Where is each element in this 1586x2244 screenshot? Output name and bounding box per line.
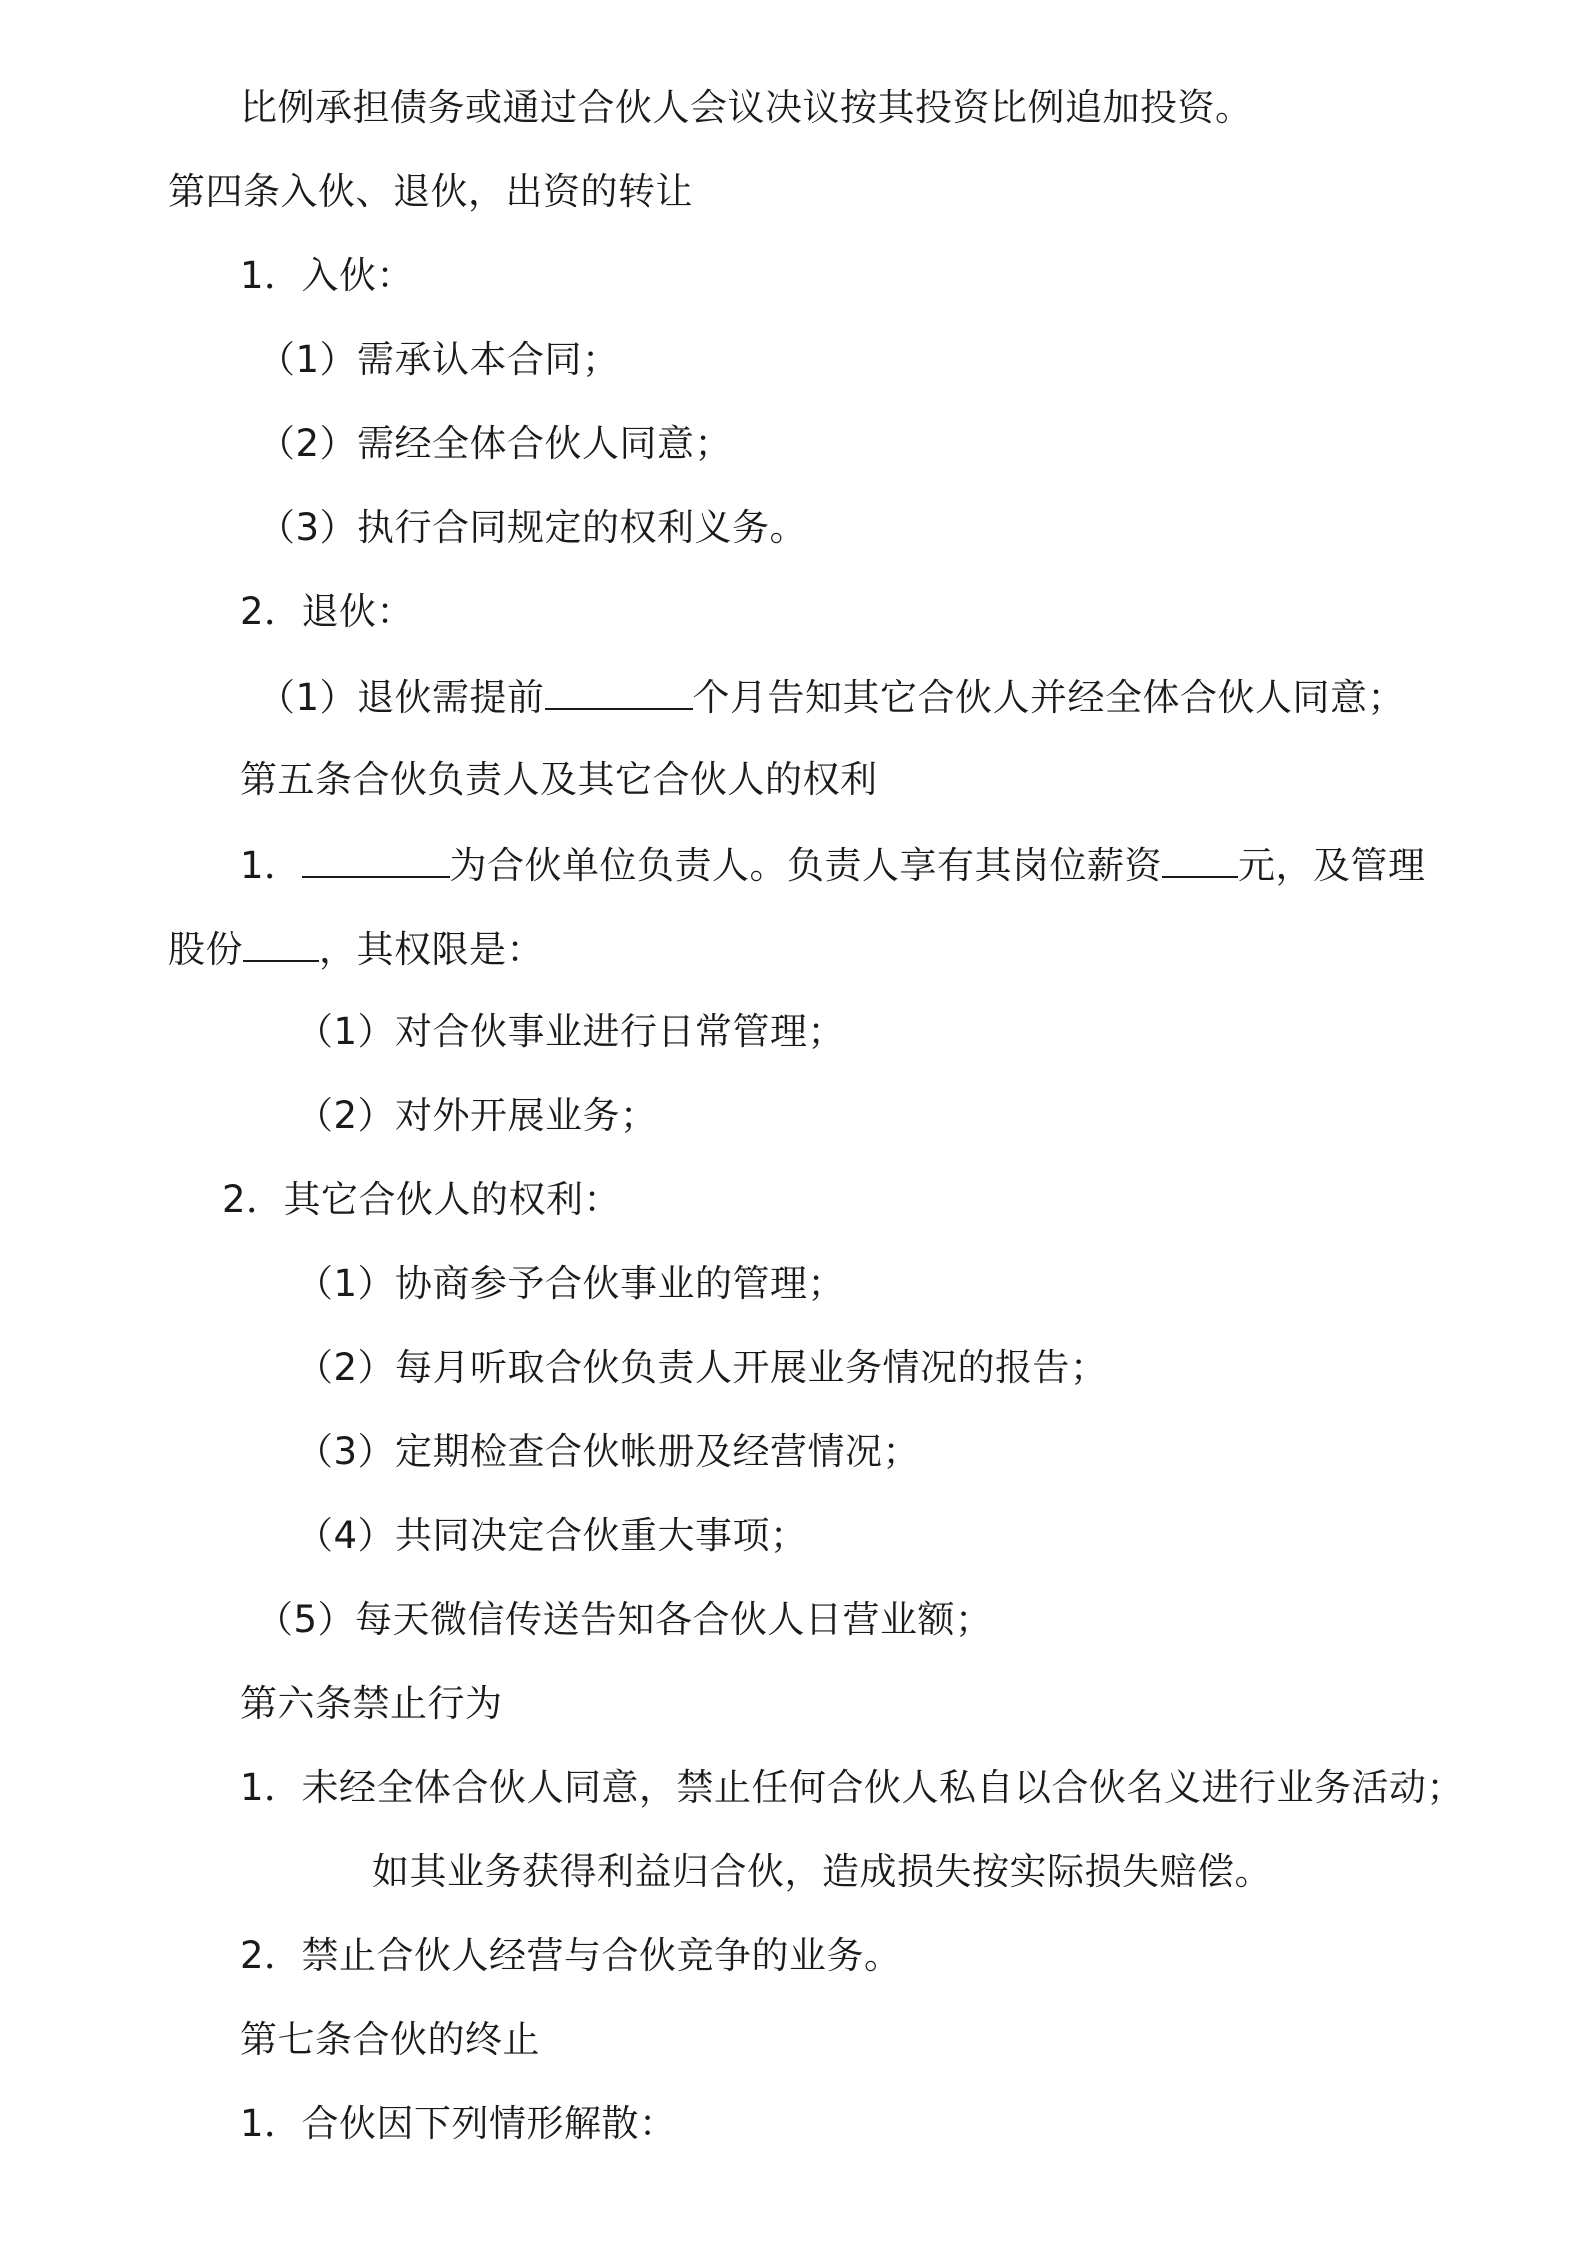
text: 1．: [240, 844, 302, 887]
clause-withdraw-item-1: [258, 674, 1405, 720]
clause-other-partners-item-4: [296, 1514, 808, 1558]
clause-manager-item-1: [296, 1010, 845, 1054]
clause-dissolution-heading: [240, 2102, 677, 2146]
text: （4）共同决定合伙重大事项；: [296, 1514, 808, 1557]
text: 2．退伙：: [240, 590, 415, 633]
clause-join-item-2: [258, 422, 732, 466]
article-7-heading: [240, 2018, 540, 2062]
text: 比例承担债务或通过合伙人会议决议按其投资比例追加投资。: [240, 86, 1253, 129]
clause-withdraw-heading: [240, 590, 414, 634]
text: （2）对外开展业务；: [296, 1094, 658, 1137]
text: （2）需经全体合伙人同意；: [258, 422, 733, 465]
clause-prohibition-1-continuation: [372, 1850, 1272, 1894]
text: （1）协商参予合伙事业的管理；: [296, 1262, 846, 1305]
text: （1）需承认本合同；: [258, 338, 620, 381]
text: 第四条入伙、退伙，出资的转让: [168, 170, 693, 213]
fill-in-blank-salary: [1162, 842, 1238, 878]
fill-in-blank-months: [545, 674, 693, 710]
text: 1．未经全体合伙人同意，禁止任何合伙人私自以合伙名义进行业务活动；: [240, 1766, 1465, 1809]
clause-other-partners-item-2: [296, 1346, 1108, 1390]
text: （5）每天微信传送告知各合伙人日营业额；: [256, 1598, 993, 1641]
text: ，其权限是：: [319, 928, 544, 971]
text: （3）定期检查合伙帐册及经营情况；: [296, 1430, 921, 1473]
clause-prohibition-2: [240, 1934, 902, 1978]
fill-in-blank-shares: [243, 926, 319, 962]
text: 2．禁止合伙人经营与合伙竞争的业务。: [240, 1934, 902, 1977]
clause-join-heading: [240, 254, 414, 298]
text: 如其业务获得利益归合伙，造成损失按实际损失赔偿。: [372, 1850, 1272, 1893]
clause-other-partners-item-1: [296, 1262, 845, 1306]
text: 第七条合伙的终止: [240, 2018, 540, 2061]
text: 为合伙单位负责人。负责人享有其岗位薪资: [449, 844, 1163, 887]
text: （3）执行合同规定的权利义务。: [258, 506, 808, 549]
text: 1．合伙因下列情形解散：: [240, 2102, 677, 2145]
article-6-heading: [240, 1682, 503, 1726]
text: 个月告知其它合伙人并经全体合伙人同意；: [692, 676, 1406, 719]
article-5-heading: [240, 758, 878, 802]
text: 1．入伙：: [240, 254, 415, 297]
clause-prohibition-1: [240, 1766, 1464, 1810]
clause-other-partners-item-5: [256, 1598, 993, 1642]
article-4-heading: [168, 170, 693, 214]
clause-other-partners-item-3: [296, 1430, 920, 1474]
text: （1）对合伙事业进行日常管理；: [296, 1010, 846, 1053]
clause-join-item-1: [258, 338, 620, 382]
fill-in-blank-manager-name: [302, 842, 450, 878]
paragraph-continuation: [240, 86, 1253, 130]
text: 2．其它合伙人的权利：: [222, 1178, 622, 1221]
clause-manager-item-2: [296, 1094, 658, 1138]
clause-join-item-3: [258, 506, 807, 550]
text: 股份: [168, 928, 243, 971]
text: 第六条禁止行为: [240, 1682, 503, 1725]
text: 第五条合伙负责人及其它合伙人的权利: [240, 758, 878, 801]
clause-other-partners-heading: [222, 1178, 621, 1222]
clause-manager-line-1: [240, 842, 1426, 888]
text: （1）退伙需提前: [258, 676, 545, 719]
text: （2）每月听取合伙负责人开展业务情况的报告；: [296, 1346, 1108, 1389]
clause-manager-line-2: [168, 926, 544, 972]
text: 元，及管理: [1238, 844, 1426, 887]
